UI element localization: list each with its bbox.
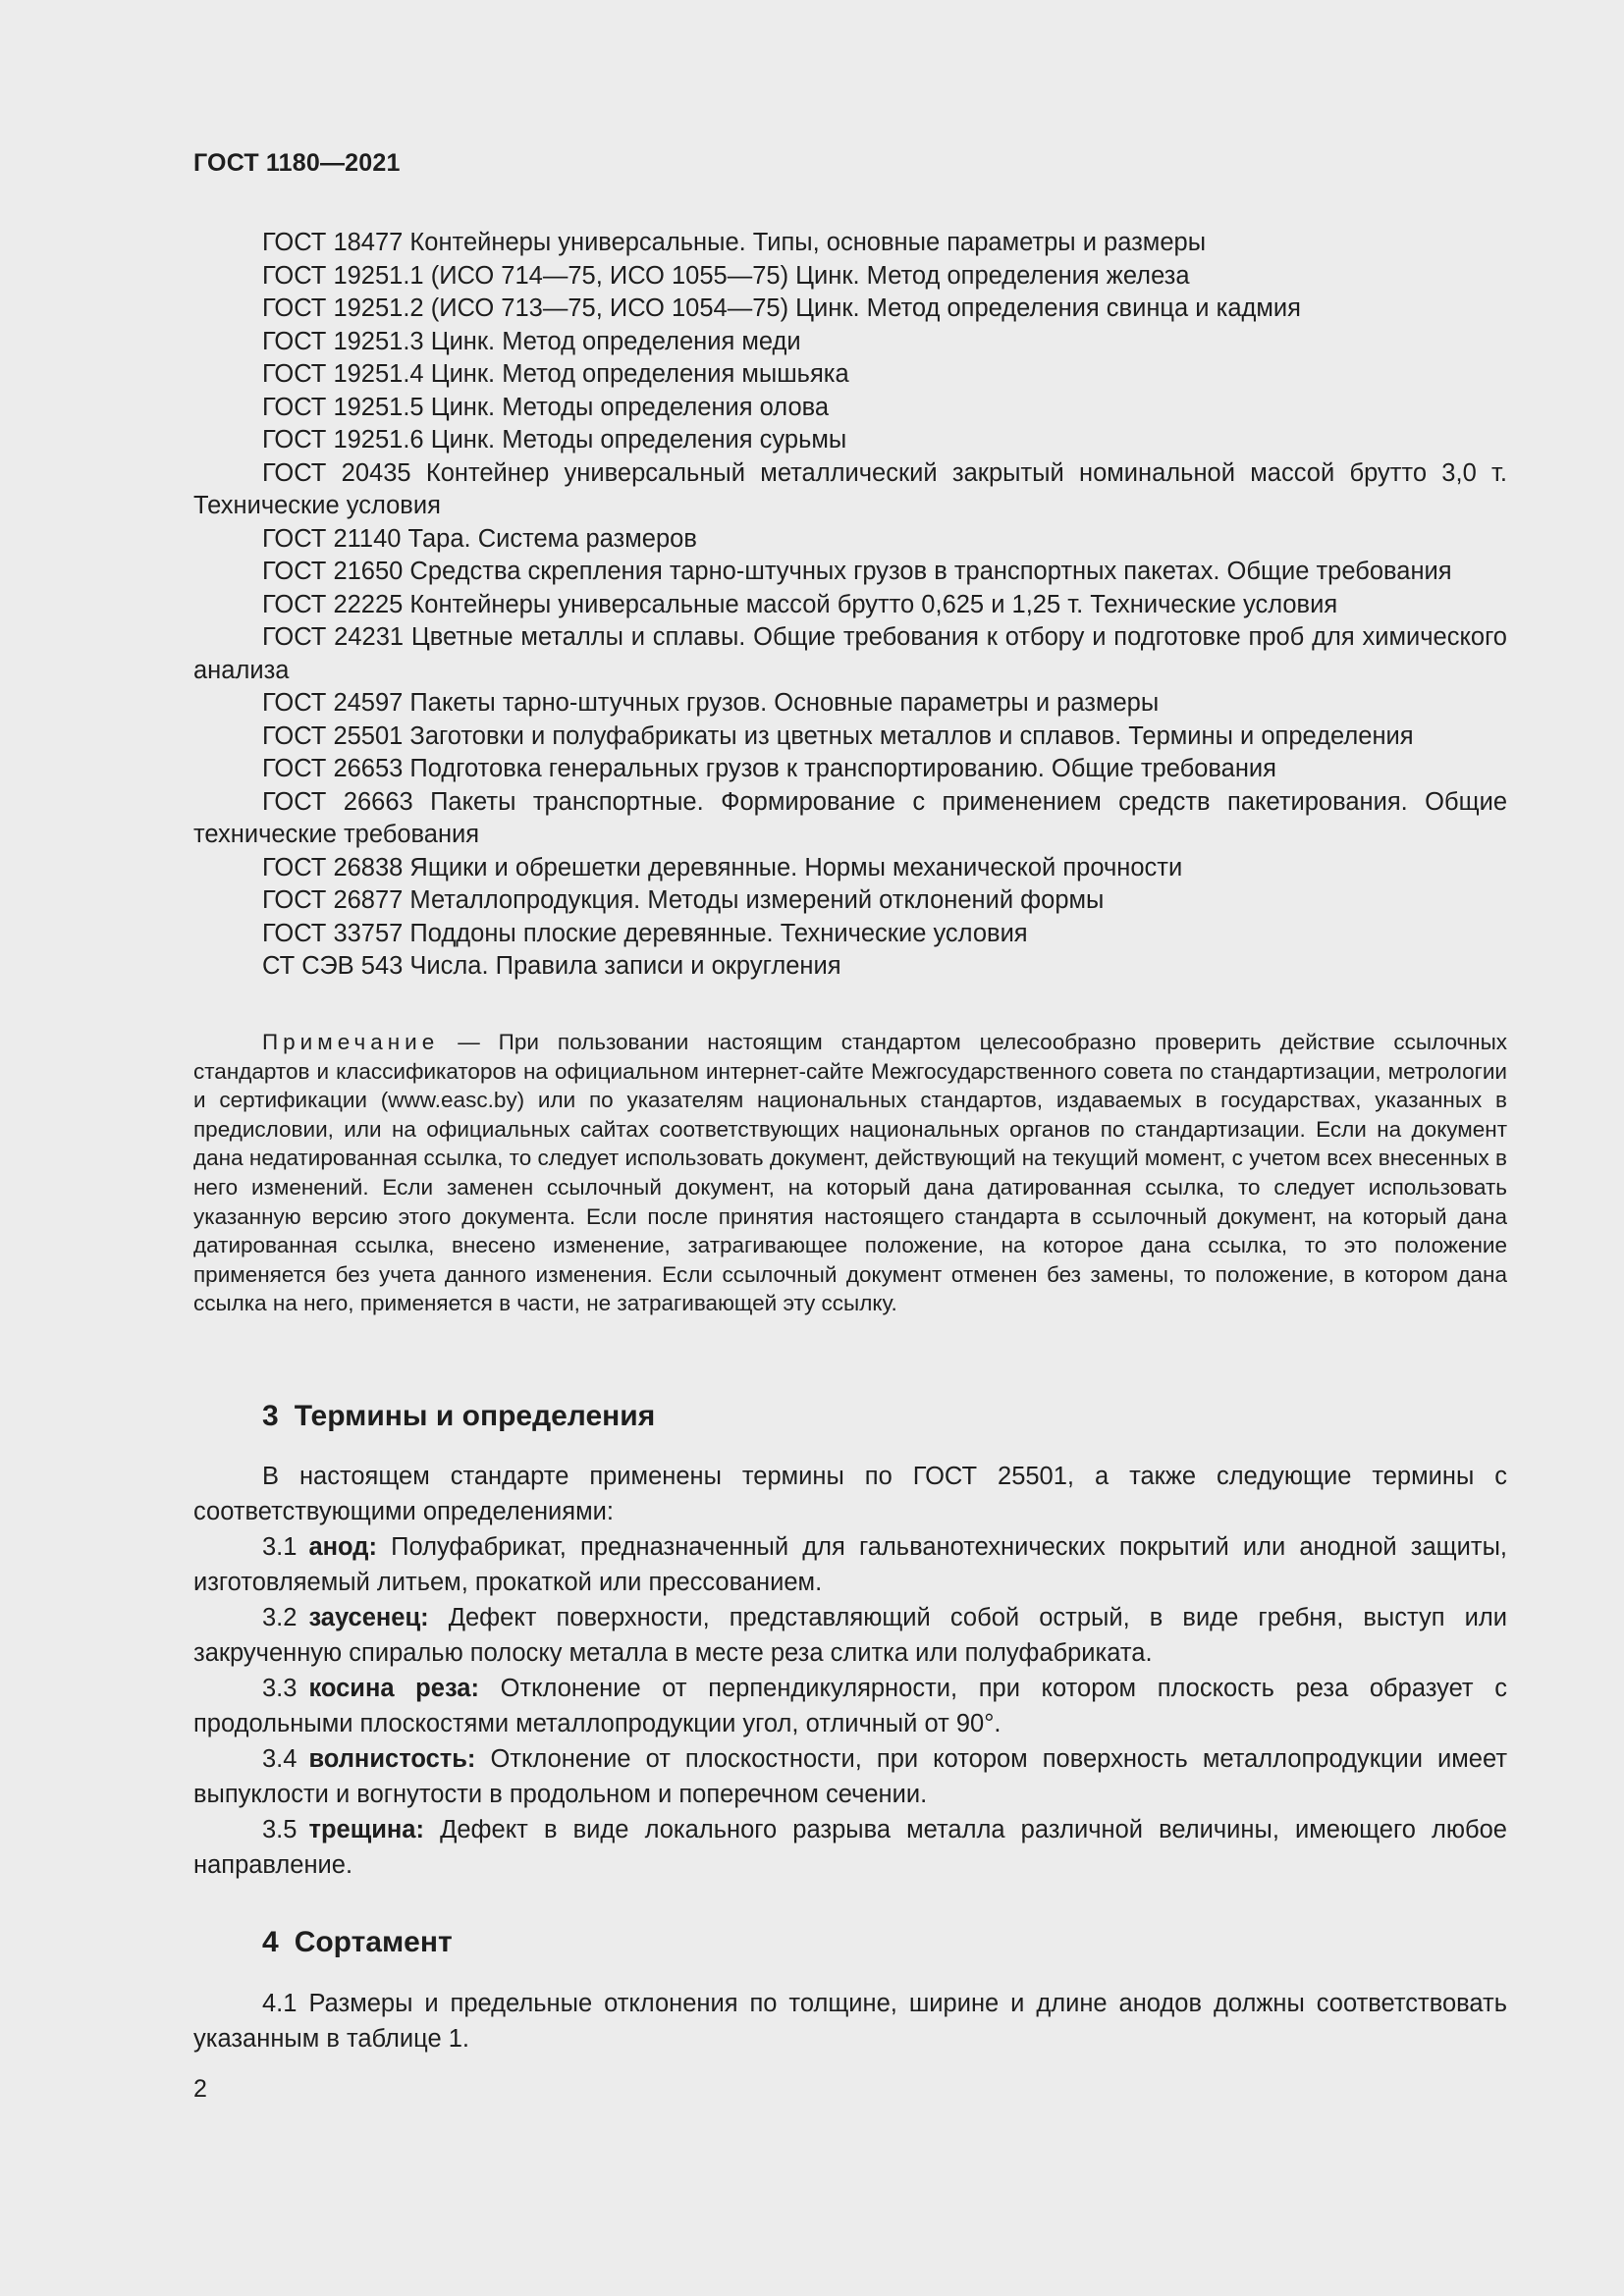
reference-item: ГОСТ 21650 Средства скрепления тарно-штучных грузов в транспортных пакетах. Общие требования	[262, 558, 1452, 585]
section-3-heading	[262, 1400, 655, 1433]
note-block	[193, 1028, 1507, 1318]
reference-item: ГОСТ 25501 Заготовки и полуфабрикаты из цветных металлов и сплавов. Термины и определения	[262, 721, 1414, 750]
term-name: косина реза:	[308, 1675, 479, 1702]
reference-item: ГОСТ 19251.4 Цинк. Метод определения мышьяка	[262, 360, 849, 388]
term-name: анод:	[308, 1533, 377, 1561]
note-paragraph	[193, 1028, 1507, 1318]
reference-item: СТ СЭВ 543 Числа. Правила записи и округления	[262, 952, 841, 980]
term-name: заусенец:	[308, 1604, 429, 1631]
section-4-heading	[262, 1926, 453, 1959]
clause-number: 4.1	[262, 1990, 298, 2017]
term-name: волнистость:	[308, 1745, 476, 1773]
clause-text: Размеры и предельные отклонения по толщине, ширине и длине анодов должны соответствовать указанным в таблице 1.	[193, 1990, 1507, 2053]
reference-item: ГОСТ 19251.5 Цинк. Методы определения олова	[262, 393, 830, 421]
page-number: 2	[193, 2075, 207, 2103]
term-number: 3.4	[262, 1745, 298, 1773]
reference-item: ГОСТ 21140 Тара. Система размеров	[262, 524, 697, 553]
section-number: 3	[262, 1400, 279, 1432]
reference-item: ГОСТ 19251.3 Цинк. Метод определения меди	[262, 327, 801, 355]
reference-item: ГОСТ 22225 Контейнеры универсальные массой брутто 0,625 и 1,25 т. Технические условия	[262, 590, 1338, 618]
term-definition	[193, 1529, 1507, 1600]
reference-item: ГОСТ 33757 Поддоны плоские деревянные. Технические условия	[262, 919, 1028, 947]
reference-item: ГОСТ 19251.2 (ИСО 713—75, ИСО 1054—75) Цинк. Метод определения свинца и кадмия	[262, 294, 1301, 322]
term-number: 3.2	[262, 1604, 298, 1631]
term-number: 3.5	[262, 1816, 298, 1843]
term-definition	[193, 1671, 1507, 1741]
section-title: Термины и определения	[294, 1400, 656, 1432]
term-definition-text: Отклонение от плоскостности, при котором поверхность металлопродукции имеет выпуклости и вогнутости в продольном и поперечном сечении.	[193, 1745, 1507, 1808]
reference-item: ГОСТ 26653 Подготовка генеральных грузов к транспортированию. Общие требования	[262, 755, 1276, 782]
normative-references-list	[193, 227, 1507, 984]
term-number: 3.1	[262, 1533, 298, 1561]
reference-item: ГОСТ 19251.6 Цинк. Методы определения сурьмы	[262, 426, 847, 454]
section-3-body	[193, 1459, 1507, 1883]
note-text: — При пользовании настоящим стандартом целесообразно проверить действие ссылочных стандартов и классификаторов на официальном интернет-сайте Межгосударственного совета по стандартизации, метрологии и сертификации (www.easc.by) или по указателям национальных стандартов, издаваемых в государствах, указанных в предисловии, или на официальных сайтах соответствующих национальных органов по стандартизации. Если на документ дана недатированная ссылка, то следует использовать документ, действующий на текущий момент, с учетом всех внесенных в него изменений. Если заменен ссылочный документ, на который дана датированная ссылка, то следует использовать указанную версию этого документа. Если после принятия настоящего стандарта в ссылочный документ, на который дана датированная ссылка, внесено изменение, затрагивающее положение, на которое дана ссылка, то это положение применяется без учета данного изменения. Если ссылочный документ отменен без замены, то положение, в котором дана ссылка на него, применяется в части, не затрагивающей эту ссылку.	[193, 1030, 1507, 1316]
note-label: Примечание	[262, 1030, 440, 1054]
reference-item: ГОСТ 20435 Контейнер универсальный металлический закрытый номинальной массой брутто 3,0 т. Технические условия	[193, 458, 1507, 519]
section-4-body	[193, 1986, 1507, 2056]
term-definition-text: Отклонение от перпендикулярности, при котором плоскость реза образует с продольными плоскостями металлопродукции угол, отличный от 90°.	[193, 1675, 1507, 1737]
section-title: Сортамент	[294, 1926, 453, 1958]
clause-paragraph	[193, 1986, 1507, 2056]
document-header: ГОСТ 1180—2021	[193, 149, 401, 177]
reference-item: ГОСТ 26877 Металлопродукция. Методы измерений отклонений формы	[262, 886, 1105, 914]
term-definition	[193, 1812, 1507, 1883]
term-name: трещина:	[308, 1816, 424, 1843]
reference-item: ГОСТ 18477 Контейнеры универсальные. Типы, основные параметры и размеры	[262, 229, 1207, 256]
term-definition-text: Полуфабрикат, предназначенный для гальванотехнических покрытий или анодной защиты, изготовляемый литьем, прокаткой или прессованием.	[193, 1533, 1507, 1596]
term-definition	[193, 1741, 1507, 1812]
reference-item: ГОСТ 26838 Ящики и обрешетки деревянные. Нормы механической прочности	[262, 853, 1183, 881]
term-definition-text: Дефект поверхности, представляющий собой острый, в виде гребня, выступ или закрученную спиралью полоску металла в месте реза слитка или полуфабриката.	[193, 1604, 1507, 1667]
term-definition-text: Дефект в виде локального разрыва металла различной величины, имеющего любое направление.	[193, 1816, 1507, 1879]
term-number: 3.3	[262, 1675, 298, 1702]
reference-item: ГОСТ 24597 Пакеты тарно-штучных грузов. Основные параметры и размеры	[262, 689, 1160, 717]
reference-item: ГОСТ 19251.1 (ИСО 714—75, ИСО 1055—75) Цинк. Метод определения железа	[262, 261, 1190, 290]
reference-item: ГОСТ 26663 Пакеты транспортные. Формирование с применением средств пакетирования. Общие технические требования	[193, 787, 1507, 848]
section-number: 4	[262, 1926, 279, 1958]
reference-item: ГОСТ 24231 Цветные металлы и сплавы. Общие требования к отбору и подготовке проб для химического анализа	[193, 623, 1507, 684]
section-intro: В настоящем стандарте применены термины по ГОСТ 25501, а также следующие термины с соответствующими определениями:	[193, 1463, 1507, 1525]
term-definition	[193, 1600, 1507, 1671]
